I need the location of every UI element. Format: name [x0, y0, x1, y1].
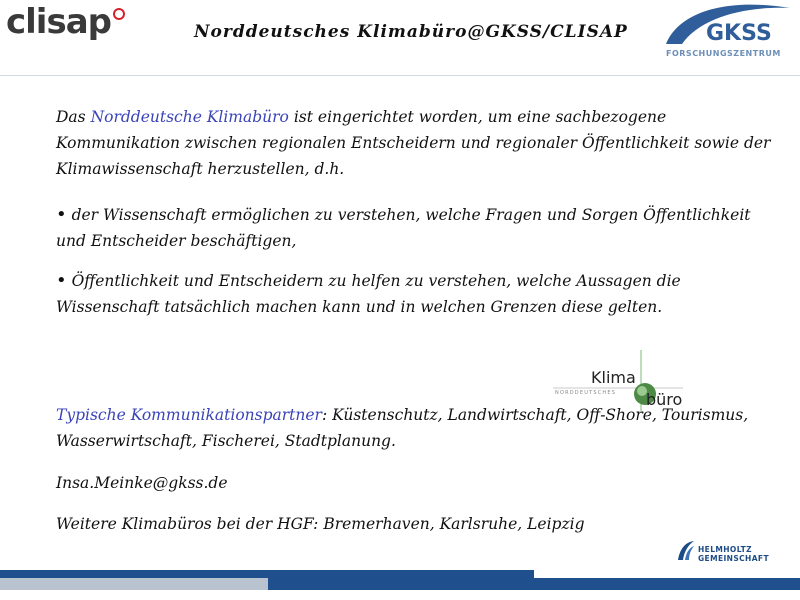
gkss-logo-subtext: FORSCHUNGSZENTRUM — [666, 49, 781, 58]
page-title: Norddeutsches Klimabüro@GKSS/CLISAP — [194, 22, 628, 42]
header-divider — [0, 75, 800, 76]
klimabuero-logo — [553, 350, 687, 412]
bullet-item-2: • Öffentlichkeit und Entscheidern zu helfen zu verstehen, welche Aussagen die Wissenschaft tatsächlich machen kann und in welchen Grenzen diese gelten. — [56, 270, 681, 316]
helmholtz-logo — [676, 538, 776, 568]
bullet-icon: • — [56, 204, 67, 225]
clisap-logo-ring-icon — [113, 8, 125, 20]
helmholtz-line1: HELMHOLTZ — [698, 545, 752, 554]
gkss-logo — [660, 0, 796, 62]
footer-bar-left — [0, 578, 268, 590]
contact-email: Insa.Meinke@gkss.de — [56, 474, 228, 492]
klima-logo-small: NORDDEUTSCHES — [555, 390, 617, 396]
footer-bar-right — [268, 578, 800, 590]
intro-paragraph: Das Norddeutsche Klimabüro ist eingerichtet worden, um eine sachbezogene Kommunikation zwischen regionalen Entscheidern und regionaler Öffentlichkeit sowie der Klimawissenschaft herzustellen, d.h. — [56, 108, 771, 178]
gkss-logo-text: GKSS — [706, 21, 772, 46]
helmholtz-mark-icon — [676, 540, 696, 562]
more-offices: Weitere Klimabüros bei der HGF: Bremerhaven, Karlsruhe, Leipzig — [56, 515, 585, 533]
klimabuero-link[interactable]: Norddeutsche Klimabüro — [90, 108, 289, 126]
footer-bar-top — [0, 570, 534, 578]
header — [0, 0, 800, 76]
partners-link[interactable]: Typische Kommunikationspartner — [56, 406, 322, 424]
clisap-logo: clisap — [6, 2, 111, 42]
klima-logo-word1: Klima — [591, 368, 636, 387]
partners-paragraph: Typische Kommunikationspartner: Küstenschutz, Landwirtschaft, Off-Shore, Tourismus, Wasserwirtschaft, Fischerei, Stadtplanung. — [56, 406, 749, 450]
bullet-icon: • — [56, 270, 67, 291]
helmholtz-line2: GEMEINSCHAFT — [698, 554, 769, 563]
bullet-item-1: • der Wissenschaft ermöglichen zu verstehen, welche Fragen und Sorgen Öffentlichkeit und Entscheider beschäftigen, — [56, 204, 751, 250]
klima-logo-word2: büro — [646, 390, 683, 409]
